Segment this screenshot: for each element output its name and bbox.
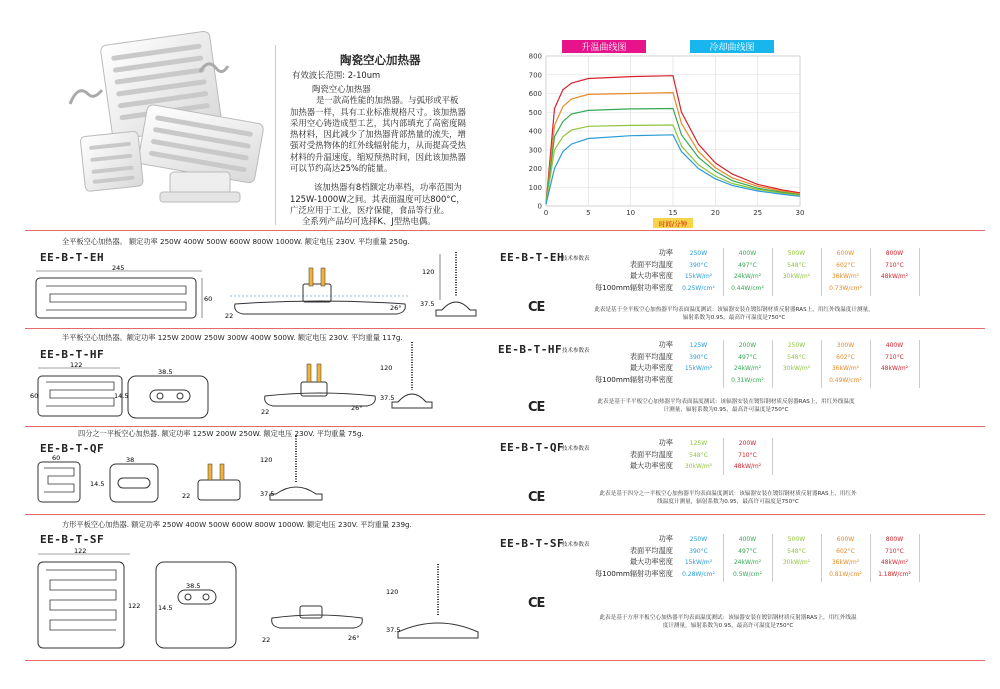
spec-cell: 200W bbox=[738, 342, 757, 349]
spec-cell: 390°C bbox=[689, 547, 708, 555]
spec-cell: 48kW/m² bbox=[733, 463, 762, 470]
eh-angle-label: 26° bbox=[390, 304, 402, 312]
spec-cell: 497°C bbox=[738, 547, 757, 555]
spec-row-label: 功率 bbox=[658, 248, 673, 257]
spec-column-divider bbox=[772, 534, 773, 582]
spec-eh-model: EE-B-T-EH bbox=[500, 251, 565, 264]
spec-row-label: 表面平均温度 bbox=[629, 545, 673, 555]
page-title: 陶瓷空心加热器 bbox=[340, 53, 421, 67]
qf-cap-h-label: 14.5 bbox=[90, 480, 105, 488]
heating-cooling-chart bbox=[520, 40, 820, 230]
spec-qf-note: 此表是基于四分之一平板空心加热器平均表面温度测试：该辐器安装在镀铝钢材质反射器RAS上，用红外线温度计测量，辐射系数为0.95，最高许可温度是750°C bbox=[599, 491, 857, 505]
eh-width-label: 245 bbox=[112, 264, 125, 272]
spec-column-divider bbox=[772, 438, 773, 475]
spec-cell: 500W bbox=[787, 250, 806, 257]
spec-cell: 0.31W/cm² bbox=[731, 376, 764, 384]
spec-cell: 30kW/m² bbox=[782, 559, 811, 566]
spec-table-eh bbox=[498, 248, 978, 328]
spec-cell: 24kW/m² bbox=[733, 365, 762, 372]
spec-cell: 400W bbox=[885, 342, 904, 349]
spec-cell: 602°C bbox=[836, 261, 855, 269]
spec-column-divider bbox=[723, 340, 724, 388]
spec-column-divider bbox=[821, 534, 822, 582]
chart-xtick-label: 15 bbox=[668, 209, 678, 217]
spec-cell: 0.49W/cm² bbox=[829, 376, 862, 384]
spec-cell: 800W bbox=[885, 536, 904, 543]
spec-cell: 602°C bbox=[836, 353, 855, 361]
spec-cell: 36kW/m² bbox=[831, 273, 860, 280]
eh-height-label: 60 bbox=[204, 295, 213, 303]
spec-cell: 250W bbox=[689, 250, 708, 257]
spec-cell: 800W bbox=[885, 250, 904, 257]
spec-cell: 710°C bbox=[738, 451, 757, 459]
ce-mark-hf: CE bbox=[528, 400, 545, 415]
spec-cell: 30kW/m² bbox=[782, 365, 811, 372]
spec-cell: 497°C bbox=[738, 261, 757, 269]
spec-cell: 390°C bbox=[689, 353, 708, 361]
chart-ytick-label: 100 bbox=[528, 183, 542, 192]
spec-cell: 250W bbox=[689, 536, 708, 543]
spec-cell: 0.25W/cm² bbox=[682, 284, 715, 292]
spec-cell: 300W bbox=[836, 342, 855, 349]
spec-qf-title: 技术参数表 bbox=[562, 446, 590, 452]
sf-height-label: 122 bbox=[128, 602, 141, 610]
spec-cell: 48kW/m² bbox=[880, 365, 909, 372]
chart-ytick-label: 0 bbox=[537, 202, 542, 211]
spec-cell: 710°C bbox=[885, 547, 904, 555]
sf-side-drawing bbox=[262, 598, 372, 648]
spec-cell: 200W bbox=[738, 440, 757, 447]
chart-legend-label: 升温曲线图 bbox=[581, 43, 627, 53]
chart-ytick-label: 800 bbox=[528, 52, 542, 61]
chart-ytick-label: 400 bbox=[528, 127, 542, 136]
spec-cell: 36kW/m² bbox=[831, 365, 860, 372]
chart-xtick-label: 20 bbox=[710, 209, 720, 217]
eh-base2-label: 22 bbox=[225, 312, 234, 320]
chart-xlabel: 时间/分钟 bbox=[658, 220, 688, 228]
spec-qf-model: EE-B-T-QF bbox=[500, 441, 565, 454]
section-eh-model: EE-B-T-EH bbox=[40, 251, 105, 264]
spec-cell: 390°C bbox=[689, 261, 708, 269]
sf-angle-label: 26° bbox=[348, 634, 360, 642]
spec-cell: 24kW/m² bbox=[733, 559, 762, 566]
spec-cell: 710°C bbox=[885, 353, 904, 361]
product-photo bbox=[60, 42, 275, 222]
sf-base2-label: 22 bbox=[262, 636, 271, 644]
spec-sf-title: 技术参数表 bbox=[562, 542, 590, 548]
spec-cell: 48kW/m² bbox=[880, 559, 909, 566]
spec-row-label: 最大功率密度 bbox=[629, 557, 673, 566]
ce-mark-sf: CE bbox=[528, 596, 545, 611]
spec-table-qf bbox=[498, 438, 978, 508]
spec-hf-title: 技术参数表 bbox=[562, 348, 590, 354]
spec-cell: 125W bbox=[689, 440, 708, 447]
qf-cap-w-label: 38 bbox=[126, 456, 135, 464]
wavelength-range: 有效波长范围: 2-10um bbox=[292, 70, 381, 80]
spec-eh-note: 此表是基于全平板空心加热器平均表面温度测试：该辐器安装在镀铝钢材质反射器RAS上，用红外线温度计测量，辐射系数为0.95，最高许可温度是750°C bbox=[594, 307, 874, 321]
spec-sf-note: 此表是基于方形平板空心加热器平均表面温度测试：该辐器安装在镀铝钢材质反射器RAS上，用红外线温度计测量，辐射系数为0.95，最高许可温度是750°C bbox=[599, 615, 857, 629]
spec-cell: 548°C bbox=[689, 451, 708, 459]
spec-row-label: 表面平均温度 bbox=[629, 449, 673, 459]
eh-pin-drawing bbox=[420, 250, 480, 328]
spec-cell: 15kW/m² bbox=[684, 273, 713, 280]
sf-cap-h-label: 14.5 bbox=[158, 604, 173, 612]
qf-side-drawing bbox=[180, 458, 260, 508]
spec-table-hf bbox=[498, 340, 978, 420]
hf-width-label: 122 bbox=[70, 361, 83, 369]
spec-cell: 125W bbox=[689, 342, 708, 349]
hf-cap-h-label: 14.5 bbox=[114, 392, 129, 400]
spec-column-divider bbox=[723, 534, 724, 582]
spec-row-label: 最大功率密度 bbox=[629, 461, 673, 470]
spec-row-label: 每100mm辐射功率密度 bbox=[594, 374, 673, 384]
sf-width-label: 122 bbox=[74, 547, 87, 555]
chart-ytick-label: 300 bbox=[528, 146, 542, 155]
sf-base-label: 37.5 bbox=[386, 626, 401, 634]
hf-base2-label: 22 bbox=[261, 408, 270, 416]
section-hf-desc: 半平板空心加热器。额定功率 125W 200W 250W 300W 400W 500W. 额定电压 230V. 平均重量 117g. bbox=[62, 333, 403, 342]
chart-xtick-label: 30 bbox=[795, 209, 805, 217]
intro-paragraph-3: 全系列产品均可选择K、J型热电偶。 bbox=[302, 216, 436, 227]
spec-cell: 400W bbox=[738, 536, 757, 543]
sf-pin-h-label: 120 bbox=[386, 588, 399, 596]
spec-hf-note: 此表是基于半平板空心加热器平均表面温度测试：该辐器安装在镀铝钢材质反射器RAS上，用红外线温度计测量，辐射系数为0.95，最高许可温度是750°C bbox=[597, 399, 855, 413]
spec-sf-model: EE-B-T-SF bbox=[500, 537, 565, 550]
hf-base-label: 37.5 bbox=[380, 394, 395, 402]
spec-cell: 15kW/m² bbox=[684, 365, 713, 372]
spec-cell: 0.5W/cm² bbox=[732, 570, 763, 578]
spec-cell: 250W bbox=[787, 342, 806, 349]
spec-cell: 30kW/m² bbox=[684, 463, 713, 470]
spec-cell: 1.18W/cm² bbox=[878, 570, 911, 578]
spec-row-label: 最大功率密度 bbox=[629, 271, 673, 280]
hf-pin-drawing bbox=[380, 340, 440, 420]
spec-row-label: 功率 bbox=[658, 340, 673, 349]
spec-cell: 710°C bbox=[885, 261, 904, 269]
spec-cell: 548°C bbox=[787, 547, 806, 555]
spec-column-divider bbox=[723, 248, 724, 296]
spec-column-divider bbox=[919, 340, 920, 388]
spec-cell: 548°C bbox=[787, 261, 806, 269]
intro-paragraph-1: 是一款高性能的加热器。与弧形或平板加热器一样，具有工业标准规格尺寸。该加热器采用空心铸造成型工艺，其内部填充了高密度隔热材料，因此减少了加热器背部热量的流失，增强对受热物体的红外线辐射能力，从而提高受热材料的升温速度，缩短预热时间，因此该加热器可以节约高达25%的能量。 bbox=[290, 95, 466, 174]
section-sf-desc: 方形平板空心加热器. 额定功率 250W 400W 500W 600W 800W 1000W. 额定电压 230V. 平均重量 239g. bbox=[62, 520, 412, 529]
spec-row-label: 最大功率密度 bbox=[629, 363, 673, 372]
spec-cell: 600W bbox=[836, 250, 855, 257]
spec-cell: 0.73W/cm² bbox=[829, 284, 862, 292]
spec-cell: 0.44W/cm² bbox=[731, 284, 764, 292]
qf-top-drawing bbox=[30, 454, 180, 504]
qf-base-label: 37.5 bbox=[260, 490, 275, 498]
spec-cell: 24kW/m² bbox=[733, 273, 762, 280]
spec-cell: 400W bbox=[738, 250, 757, 257]
section-qf-desc: 四分之一平板空心加热器. 额定功率 125W 200W 250W. 额定电压 230V. 平均重量 75g. bbox=[78, 429, 364, 438]
spec-row-label: 表面平均温度 bbox=[629, 351, 673, 361]
spec-cell: 500W bbox=[787, 536, 806, 543]
spec-column-divider bbox=[772, 248, 773, 296]
chart-xtick-label: 5 bbox=[586, 209, 591, 217]
spec-column-divider bbox=[772, 340, 773, 388]
section-eh-desc: 全平板空心加热器。 额定功率 250W 400W 500W 600W 800W 1000W. 额定电压 230V. 平均重量 250g. bbox=[62, 237, 410, 246]
chart-ytick-label: 500 bbox=[528, 108, 542, 117]
spec-column-divider bbox=[870, 248, 871, 296]
spec-cell: 15kW/m² bbox=[684, 559, 713, 566]
hf-side-drawing bbox=[255, 352, 385, 422]
eh-base-label: 37.5 bbox=[420, 300, 435, 308]
chart-ytick-label: 200 bbox=[528, 165, 542, 173]
section-qf-model: EE-B-T-QF bbox=[40, 442, 105, 455]
chart-ytick-label: 600 bbox=[528, 90, 542, 98]
spec-cell: 0.28W/cm² bbox=[682, 570, 715, 578]
eh-top-drawing bbox=[30, 264, 213, 326]
spec-row-label: 功率 bbox=[658, 534, 673, 543]
spec-hf-model: EE-B-T-HF bbox=[498, 343, 563, 356]
hf-top-drawing bbox=[30, 362, 230, 422]
spec-column-divider bbox=[919, 248, 920, 296]
spec-cell: 548°C bbox=[787, 353, 806, 361]
qf-width-label: 60 bbox=[52, 454, 61, 462]
ce-mark-eh: CE bbox=[528, 300, 545, 315]
spec-table-sf bbox=[498, 534, 978, 644]
spec-row-label: 表面平均温度 bbox=[629, 259, 673, 269]
ce-mark-qf: CE bbox=[528, 490, 545, 505]
spec-cell: 48kW/m² bbox=[880, 273, 909, 280]
hf-cap-w-label: 38.5 bbox=[158, 368, 173, 376]
intro-title: 陶瓷空心加热器 bbox=[312, 84, 371, 94]
spec-cell: 497°C bbox=[738, 353, 757, 361]
chart-xtick-label: 25 bbox=[753, 209, 763, 217]
spec-cell: 0.81W/cm² bbox=[829, 570, 862, 578]
intro-paragraph-2: 该加热器有8档额定功率档，功率范围为125W-1000W之间。其表面温度可达800°C，广泛应用于工业，医疗保健，食品等行业。 bbox=[290, 182, 465, 215]
eh-pin-h-label: 120 bbox=[422, 268, 435, 276]
spec-column-divider bbox=[870, 534, 871, 582]
spec-row-label: 每100mm辐射功率密度 bbox=[594, 568, 673, 578]
eh-side-drawing bbox=[225, 262, 420, 324]
spec-column-divider bbox=[870, 340, 871, 388]
hf-angle-label: 26° bbox=[351, 404, 363, 412]
chart-legend-label: 冷却曲线图 bbox=[709, 43, 755, 53]
intro-text bbox=[290, 84, 466, 228]
spec-cell: 600W bbox=[836, 536, 855, 543]
sf-top-drawing bbox=[30, 548, 250, 654]
spec-column-divider bbox=[821, 248, 822, 296]
spec-eh-title: 技术参数表 bbox=[562, 256, 590, 262]
spec-row-label: 功率 bbox=[658, 438, 673, 447]
spec-row-label: 每100mm辐射功率密度 bbox=[594, 282, 673, 292]
spec-column-divider bbox=[723, 438, 724, 475]
chart-xtick-label: 0 bbox=[543, 209, 549, 217]
qf-pin-h-label: 120 bbox=[260, 456, 273, 464]
qf-pin-drawing bbox=[258, 432, 338, 512]
hf-height-label: 60 bbox=[30, 392, 39, 400]
spec-column-divider bbox=[821, 340, 822, 388]
section-hf-model: EE-B-T-HF bbox=[40, 348, 105, 361]
hf-pin-h-label: 120 bbox=[380, 364, 393, 372]
qf-base2-label: 22 bbox=[182, 492, 191, 500]
sf-pin-drawing bbox=[380, 560, 480, 648]
spec-cell: 602°C bbox=[836, 547, 855, 555]
spec-column-divider bbox=[919, 534, 920, 582]
chart-xtick-label: 10 bbox=[626, 209, 636, 217]
section-sf-model: EE-B-T-SF bbox=[40, 533, 105, 546]
chart-ytick-label: 700 bbox=[528, 71, 542, 80]
spec-cell: 30kW/m² bbox=[782, 273, 811, 280]
spec-cell: 36kW/m² bbox=[831, 559, 860, 566]
sf-cap-w-label: 38.5 bbox=[186, 582, 201, 590]
